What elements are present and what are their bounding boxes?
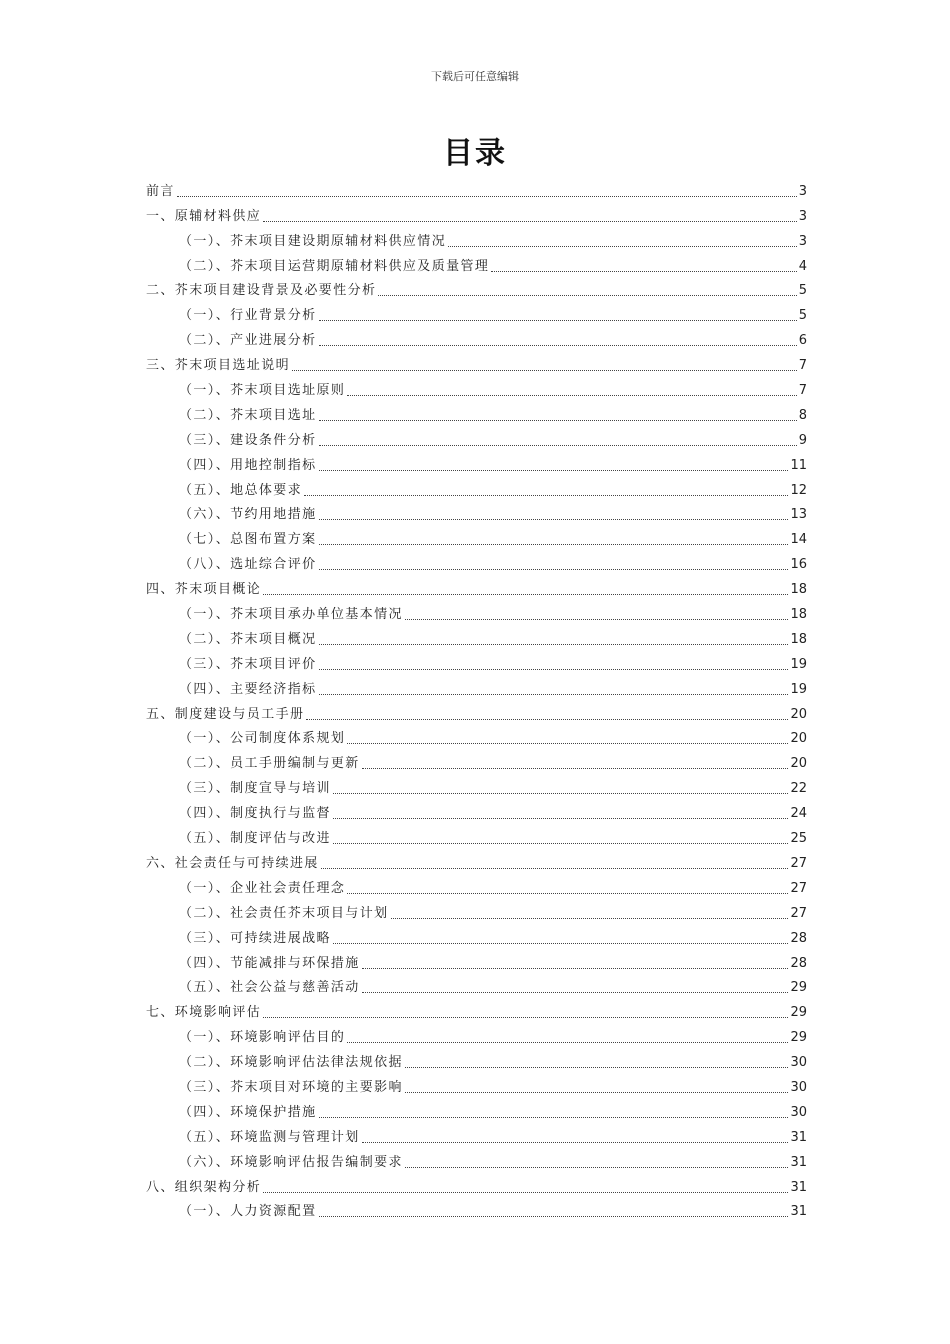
toc-entry[interactable] — [146, 475, 807, 500]
toc-entry-label: （四）、节能减排与环保措施 — [179, 955, 360, 971]
toc-entry-label: （二）、环境影响评估法律法规依据 — [179, 1055, 403, 1071]
toc-leader-dots — [362, 992, 789, 993]
page-header: 下载后可任意编辑 — [431, 70, 519, 83]
toc-leader-dots — [177, 196, 797, 197]
toc-entry[interactable] — [146, 798, 807, 823]
toc-entry[interactable] — [146, 300, 807, 325]
toc-entry-page: 7 — [798, 358, 807, 374]
toc-entry-page: 3 — [798, 183, 807, 199]
toc-entry-label: （三）、建设条件分析 — [179, 432, 317, 448]
toc-entry-label: （二）、芥末项目选址 — [179, 407, 317, 423]
toc-leader-dots — [347, 395, 796, 396]
toc-entry-label: （四）、用地控制指标 — [179, 457, 317, 473]
toc-entry-label: 六、社会责任与可持续进展 — [146, 855, 319, 871]
toc-entry-page: 29 — [790, 980, 807, 996]
toc-entry-page: 20 — [790, 706, 807, 722]
toc-entry[interactable] — [146, 624, 807, 649]
toc-entry[interactable] — [146, 1072, 807, 1097]
toc-entry[interactable] — [146, 201, 807, 226]
toc-leader-dots — [263, 1017, 788, 1018]
toc-entry-page: 8 — [798, 407, 807, 423]
toc-entry-label: （一）、企业社会责任理念 — [179, 880, 346, 896]
toc-entry-page: 18 — [790, 631, 807, 647]
toc-leader-dots — [319, 320, 797, 321]
toc-leader-dots — [263, 594, 788, 595]
toc-entry[interactable] — [146, 1197, 807, 1222]
toc-entry-page: 18 — [790, 582, 807, 598]
toc-leader-dots — [333, 843, 789, 844]
toc-entry-label: （五）、制度评估与改进 — [179, 831, 331, 847]
toc-entry[interactable] — [146, 425, 807, 450]
toc-entry-label: （四）、制度执行与监督 — [179, 806, 331, 822]
toc-entry-page: 5 — [798, 283, 807, 299]
toc-entry[interactable] — [146, 450, 807, 475]
toc-entry-page: 19 — [790, 681, 807, 697]
toc-leader-dots — [263, 1192, 788, 1193]
toc-entry-label: （五）、社会公益与慈善活动 — [179, 980, 360, 996]
toc-entry-page: 13 — [790, 507, 807, 523]
toc-entry[interactable] — [146, 948, 807, 973]
toc-entry-page: 19 — [790, 656, 807, 672]
toc-entry-label: （三）、芥末项目评价 — [179, 656, 317, 672]
toc-entry-page: 27 — [790, 905, 807, 921]
toc-entry-label: （五）、环境监测与管理计划 — [179, 1129, 360, 1145]
toc-entry-label: （一）、芥末项目选址原则 — [179, 383, 346, 399]
toc-entry-label: 二、芥末项目建设背景及必要性分析 — [146, 283, 377, 299]
toc-entry[interactable] — [146, 500, 807, 525]
toc-leader-dots — [319, 694, 789, 695]
toc-entry-page: 30 — [790, 1055, 807, 1071]
toc-entry-label: （三）、可持续进展战略 — [179, 930, 331, 946]
page-title: 目录 — [443, 136, 507, 171]
toc-entry-page: 28 — [790, 955, 807, 971]
toc-entry-label: 一、原辅材料供应 — [146, 208, 262, 224]
toc-entry-label: （七）、总图布置方案 — [179, 532, 317, 548]
toc-entry[interactable] — [146, 400, 807, 425]
toc-entry-label: （三）、芥末项目对环境的主要影响 — [179, 1079, 403, 1095]
toc-entry-label: （六）、环境影响评估报告编制要求 — [179, 1154, 403, 1170]
toc-entry-label: （三）、制度宣导与培训 — [179, 781, 331, 797]
toc-entry-page: 27 — [790, 855, 807, 871]
toc-leader-dots — [292, 370, 797, 371]
toc-entry[interactable] — [146, 823, 807, 848]
toc-leader-dots — [306, 719, 788, 720]
toc-entry[interactable] — [146, 1122, 807, 1147]
toc-leader-dots — [319, 420, 797, 421]
toc-entry-label: （一）、环境影响评估目的 — [179, 1030, 346, 1046]
toc-entry-label: （二）、员工手册编制与更新 — [179, 756, 360, 772]
toc-entry-page: 30 — [790, 1079, 807, 1095]
toc-entry-label: 五、制度建设与员工手册 — [146, 706, 305, 722]
toc-entry[interactable] — [146, 276, 807, 301]
toc-leader-dots — [391, 918, 789, 919]
toc-entry-label: （五）、地总体要求 — [179, 482, 303, 498]
toc-entry-label: 八、组织架构分析 — [146, 1179, 262, 1195]
toc-entry-page: 29 — [790, 1005, 807, 1021]
toc-entry-page: 16 — [790, 557, 807, 573]
toc-entry[interactable] — [146, 699, 807, 724]
toc-entry-label: （四）、环境保护措施 — [179, 1104, 317, 1120]
toc-entry-label: （四）、主要经济指标 — [179, 681, 317, 697]
toc-entry[interactable] — [146, 724, 807, 749]
toc-leader-dots — [263, 221, 797, 222]
toc-entry-page: 27 — [790, 880, 807, 896]
toc-entry[interactable] — [146, 898, 807, 923]
toc-leader-dots — [347, 893, 788, 894]
toc-entry-label: 三、芥末项目选址说明 — [146, 358, 291, 374]
toc-entry-page: 25 — [790, 831, 807, 847]
toc-entry-page: 5 — [798, 308, 807, 324]
toc-entry[interactable] — [146, 226, 807, 251]
toc-entry-label: （一）、人力资源配置 — [179, 1204, 317, 1220]
toc-entry-label: （六）、节约用地措施 — [179, 507, 317, 523]
toc-entry-page: 31 — [790, 1129, 807, 1145]
toc-leader-dots — [321, 868, 789, 869]
toc-leader-dots — [362, 768, 789, 769]
toc-entry[interactable] — [146, 549, 807, 574]
toc-leader-dots — [362, 968, 789, 969]
toc-entry-label: （一）、芥末项目建设期原辅材料供应情况 — [179, 233, 447, 249]
toc-leader-dots — [362, 1142, 789, 1143]
toc-leader-dots — [319, 544, 789, 545]
toc-entry-label: （一）、行业背景分析 — [179, 308, 317, 324]
toc-entry-page: 18 — [790, 607, 807, 623]
toc-entry[interactable] — [146, 325, 807, 350]
toc-entry[interactable] — [146, 1047, 807, 1072]
toc-leader-dots — [304, 495, 788, 496]
toc-entry-page: 24 — [790, 806, 807, 822]
toc-entry-page: 30 — [790, 1104, 807, 1120]
toc-entry-page: 28 — [790, 930, 807, 946]
toc-entry[interactable] — [146, 350, 807, 375]
toc-entry-page: 3 — [798, 233, 807, 249]
toc-leader-dots — [333, 818, 789, 819]
toc-entry[interactable] — [146, 524, 807, 549]
toc-entry[interactable] — [146, 251, 807, 276]
toc-entry-label: 前言 — [146, 183, 175, 199]
toc-entry-label: （二）、芥末项目运营期原辅材料供应及质量管理 — [179, 258, 490, 274]
toc-entry-page: 9 — [798, 432, 807, 448]
toc-leader-dots — [491, 271, 796, 272]
toc-leader-dots — [319, 1117, 789, 1118]
toc-leader-dots — [319, 644, 789, 645]
toc-leader-dots — [319, 569, 789, 570]
toc-entry-page: 7 — [798, 383, 807, 399]
toc-leader-dots — [333, 943, 789, 944]
toc-leader-dots — [448, 246, 797, 247]
toc-entry[interactable] — [146, 599, 807, 624]
toc-entry-label: （二）、产业进展分析 — [179, 333, 317, 349]
toc-entry-page: 22 — [790, 781, 807, 797]
toc-entry-page: 12 — [790, 482, 807, 498]
toc-entry-label: （八）、选址综合评价 — [179, 557, 317, 573]
toc-entry-page: 3 — [798, 208, 807, 224]
toc-entry[interactable] — [146, 375, 807, 400]
toc-entry-label: （一）、公司制度体系规划 — [179, 731, 346, 747]
toc-entry-page: 14 — [790, 532, 807, 548]
toc-entry-page: 31 — [790, 1154, 807, 1170]
toc-entry-label: 四、芥末项目概论 — [146, 582, 262, 598]
toc-entry[interactable] — [146, 848, 807, 873]
toc-entry[interactable] — [146, 1097, 807, 1122]
toc-entry-page: 20 — [790, 756, 807, 772]
toc-leader-dots — [319, 470, 789, 471]
toc-entry[interactable] — [146, 997, 807, 1022]
toc-entry[interactable] — [146, 873, 807, 898]
toc-entry[interactable] — [146, 674, 807, 699]
toc-entry[interactable] — [146, 1022, 807, 1047]
toc-entry[interactable] — [146, 923, 807, 948]
toc-entry-label: （二）、芥末项目概况 — [179, 631, 317, 647]
toc-entry[interactable] — [146, 1172, 807, 1197]
toc-entry[interactable] — [146, 176, 807, 201]
toc-leader-dots — [378, 295, 796, 296]
toc-leader-dots — [319, 345, 797, 346]
toc-entry[interactable] — [146, 973, 807, 998]
toc-entry[interactable] — [146, 748, 807, 773]
toc-entry[interactable] — [146, 773, 807, 798]
toc-leader-dots — [319, 1216, 789, 1217]
toc-leader-dots — [319, 669, 789, 670]
toc-entry-label: 七、环境影响评估 — [146, 1005, 262, 1021]
toc-entry-page: 4 — [798, 258, 807, 274]
toc-entry-page: 20 — [790, 731, 807, 747]
toc-entry-label: （二）、社会责任芥末项目与计划 — [179, 905, 389, 921]
toc-leader-dots — [319, 519, 789, 520]
toc-entry-page: 31 — [790, 1179, 807, 1195]
toc-entry-page: 31 — [790, 1204, 807, 1220]
toc-leader-dots — [333, 793, 789, 794]
table-of-contents — [146, 176, 807, 1221]
toc-leader-dots — [405, 1067, 789, 1068]
toc-entry[interactable] — [146, 574, 807, 599]
toc-leader-dots — [405, 1167, 789, 1168]
toc-entry-label: （一）、芥末项目承办单位基本情况 — [179, 607, 403, 623]
toc-leader-dots — [319, 445, 797, 446]
toc-leader-dots — [405, 1092, 789, 1093]
toc-entry-page: 6 — [798, 333, 807, 349]
toc-leader-dots — [347, 1042, 788, 1043]
toc-entry[interactable] — [146, 649, 807, 674]
toc-entry-page: 11 — [790, 457, 807, 473]
toc-entry-page: 29 — [790, 1030, 807, 1046]
toc-leader-dots — [405, 619, 789, 620]
toc-leader-dots — [347, 743, 788, 744]
toc-entry[interactable] — [146, 1147, 807, 1172]
